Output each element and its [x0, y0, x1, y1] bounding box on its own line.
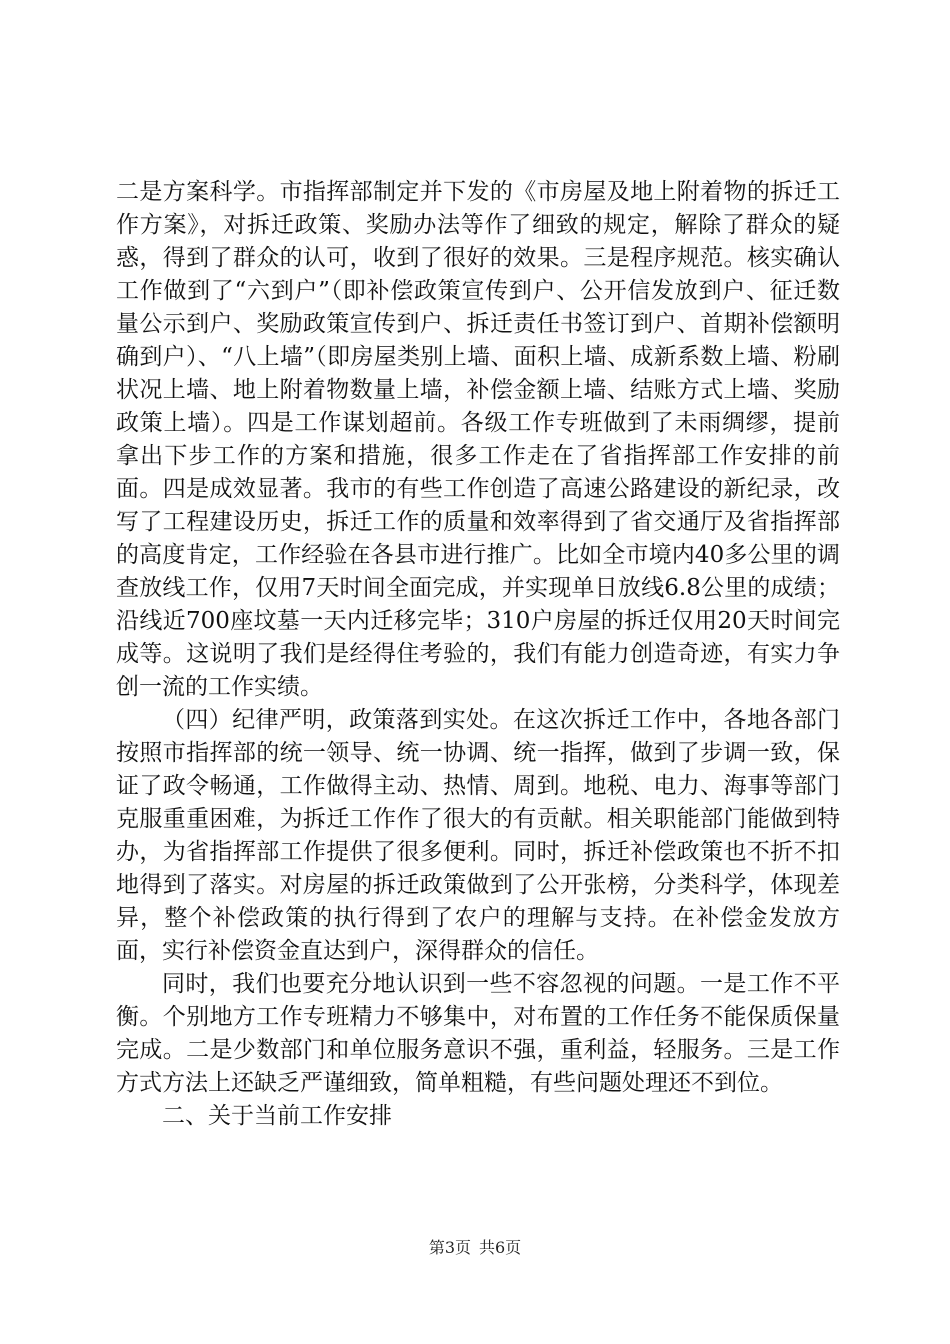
page-total: 共6页 [479, 1238, 522, 1257]
document-body [116, 176, 840, 1133]
paragraph-problems: 同时，我们也要充分地认识到一些不容忽视的问题。一是工作不平衡。个别地方工作专班精力不够集中，对布置的工作任务不能保质保量完成。二是少数部门和单位服务意识不强，重利益，轻服务。三是工作方式方法上还缺乏严谨细致，简单粗糙，有些问题处理还不到位。 [116, 971, 840, 1096]
section-heading-current-work: 二、关于当前工作安排 [162, 1103, 392, 1129]
paragraph-plan-procedure-results: 二是方案科学。市指挥部制定并下发的《市房屋及地上附着物的拆迁工作方案》，对拆迁政策、奖励办法等作了细致的规定，解除了群众的疑惑，得到了群众的认可，收到了很好的效果。三是程序规范。核实确认工作做到了“六到户”（即补偿政策宣传到户、公开信发放到户、征迁数量公示到户、奖励政策宣传到户、拆迁责任书签订到户、首期补偿额明确到户）、“八上墙”（即房屋类别上墙、面积上墙、成新系数上墙、粉刷状况上墙、地上附着物数量上墙，补偿金额上墙、结账方式上墙、奖励政策上墙）。四是工作谋划超前。各级工作专班做到了未雨绸缪，提前拿出下步工作的方案和措施，很多工作走在了省指挥部工作安排的前面。四是成效显著。我市的有些工作创造了高速公路建设的新纪录，改写了工程建设历史，拆迁工作的质量和效率得到了省交通厅及省指挥部的高度肯定，工作经验在各县市进行推广。比如全市境内40多公里的调查放线工作，仅用7天时间全面完成，并实现单日放线6.8公里的成绩；沿线近700座坟墓一天内迁移完毕；310户房屋的拆迁仅用20天时间完成等。这说明了我们是经得住考验的，我们有能力创造奇迹，有实力争创一流的工作实绩。 [116, 179, 840, 700]
page-footer [0, 1238, 950, 1258]
page-number: 第3页 [428, 1238, 471, 1257]
paragraph-discipline-policy: （四）纪律严明，政策落到实处。在这次拆迁工作中，各地各部门按照市指挥部的统一领导、统一协调、统一指挥，做到了步调一致，保证了政令畅通，工作做得主动、热情、周到。地税、电力、海事等部门克服重重困难，为拆迁工作作了很大的有贡献。相关职能部门能做到特办，为省指挥部工作提供了很多便利。同时，拆迁补偿政策也不折不扣地得到了落实。对房屋的拆迁政策做到了公开张榜，分类科学，体现差异，整个补偿政策的执行得到了农户的理解与支持。在补偿金发放方面，实行补偿资金直达到户，深得群众的信任。 [116, 707, 840, 964]
